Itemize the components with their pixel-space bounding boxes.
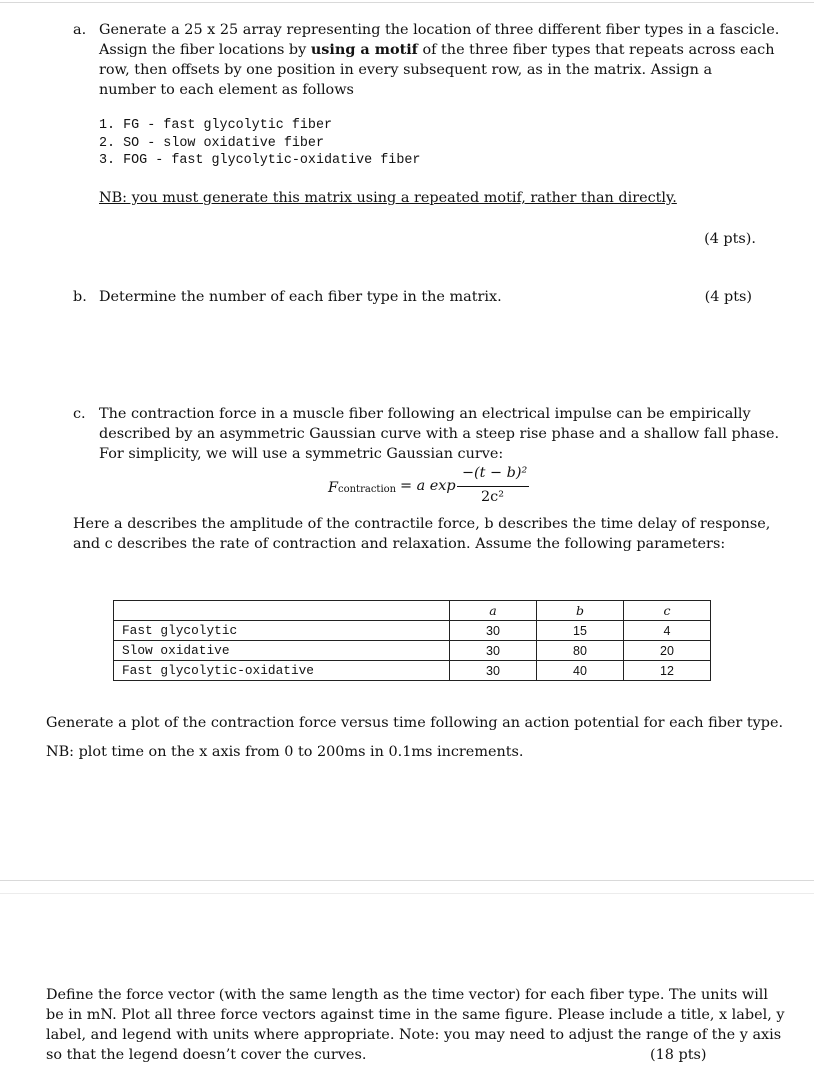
table-cell-c: 4: [624, 621, 711, 641]
part-b-points: (4 pts): [704, 289, 752, 305]
part-d-points: (18 pts): [650, 1047, 707, 1063]
table-cell-b: 40: [537, 661, 624, 681]
gaussian-equation: [328, 465, 548, 509]
table-header-row: [114, 601, 711, 621]
part-c-line-2: described by an asymmetric Gaussian curve with a steep rise phase and a shallow fall phase.: [99, 426, 780, 442]
table-row: [114, 661, 711, 681]
part-b-label: b.: [73, 289, 87, 305]
code-line-fog: 3. FOG - fast glycolytic-oxidative fiber: [99, 153, 421, 168]
table-row: [114, 621, 711, 641]
table-cell-c: 12: [624, 661, 711, 681]
table-header-a: a: [450, 601, 537, 621]
part-c-text: [99, 404, 779, 464]
table-row: [114, 641, 711, 661]
instruction-line-3: label, and legend with units where appropriate. Note: you may need to adjust the range of the y axis: [46, 1027, 782, 1043]
instruction-line-4: so that the legend doesn’t cover the curves.: [46, 1047, 367, 1063]
instruction-line-2: be in mN. Plot all three force vectors against time in the same figure. Please include a title, x label, y: [46, 1007, 785, 1023]
table-cell-fiber: Fast glycolytic: [114, 621, 450, 641]
equation-lhs: Fcontraction: [328, 480, 397, 496]
table-cell-fiber: Slow oxidative: [114, 641, 450, 661]
plot-instruction: Generate a plot of the contraction force versus time following an action potential for each fiber type.: [46, 715, 784, 731]
code-line-so: 2. SO - slow oxidative fiber: [99, 135, 324, 151]
table-cell-a: 30: [450, 621, 537, 641]
equation-lhs-subscript: contraction: [338, 484, 397, 495]
part-a-line-3: row, then offsets by one position in every subsequent row, as in the matrix. Assign a: [99, 62, 713, 78]
equation-denominator: 2c²: [481, 489, 504, 505]
explanation-line-1: Here a describes the amplitude of the contractile force, b describes the time delay of response,: [73, 516, 771, 532]
parameter-table: [113, 600, 711, 681]
table-header-cell: [114, 601, 450, 621]
table-cell-b: 15: [537, 621, 624, 641]
part-c-line-3: For simplicity, we will use a symmetric Gaussian curve:: [99, 446, 504, 462]
table-cell-c: 20: [624, 641, 711, 661]
equation-numerator: −(t − b)²: [462, 465, 528, 481]
fraction-bar: [457, 486, 529, 487]
table-header-c: c: [624, 601, 711, 621]
part-c-label: c.: [73, 406, 86, 422]
part-a-text: [99, 20, 779, 100]
instruction-line-1: Define the force vector (with the same length as the time vector) for each fiber type. The units will: [46, 987, 769, 1003]
part-a-nb: NB: you must generate this matrix using a repeated motif, rather than directly.: [99, 190, 677, 206]
part-a-points: (4 pts).: [704, 231, 756, 247]
part-a-line-4: number to each element as follows: [99, 82, 354, 98]
top-divider: [0, 2, 814, 3]
table-header-b: b: [537, 601, 624, 621]
table-cell-a: 30: [450, 661, 537, 681]
part-a-label: a.: [73, 22, 87, 38]
part-a-line-1: Generate a 25 x 25 array representing the location of three different fiber types in a fascicle.: [99, 22, 780, 38]
section-divider-shadow: [0, 893, 814, 894]
equation-equals: = a exp: [400, 478, 456, 494]
table-cell-fiber: Fast glycolytic-oxidative: [114, 661, 450, 681]
part-b-text: Determine the number of each fiber type in the matrix.: [99, 289, 502, 305]
part-a-line-2: Assign the fiber locations by using a motif of the three fiber types that repeats across each: [99, 41, 775, 58]
code-line-fg: 1. FG - fast glycolytic fiber: [99, 118, 333, 133]
parameter-explanation: [73, 514, 770, 554]
table-cell-b: 80: [537, 641, 624, 661]
section-divider: [0, 880, 814, 881]
fiber-type-codes: [99, 117, 420, 170]
plot-nb: NB: plot time on the x axis from 0 to 200ms in 0.1ms increments.: [46, 744, 524, 760]
part-c-line-1: The contraction force in a muscle fiber following an electrical impulse can be empirically: [99, 406, 751, 422]
explanation-line-2: and c describes the rate of contraction and relaxation. Assume the following parameters:: [73, 536, 726, 552]
motif-emphasis: using a motif: [310, 41, 418, 58]
table-cell-a: 30: [450, 641, 537, 661]
